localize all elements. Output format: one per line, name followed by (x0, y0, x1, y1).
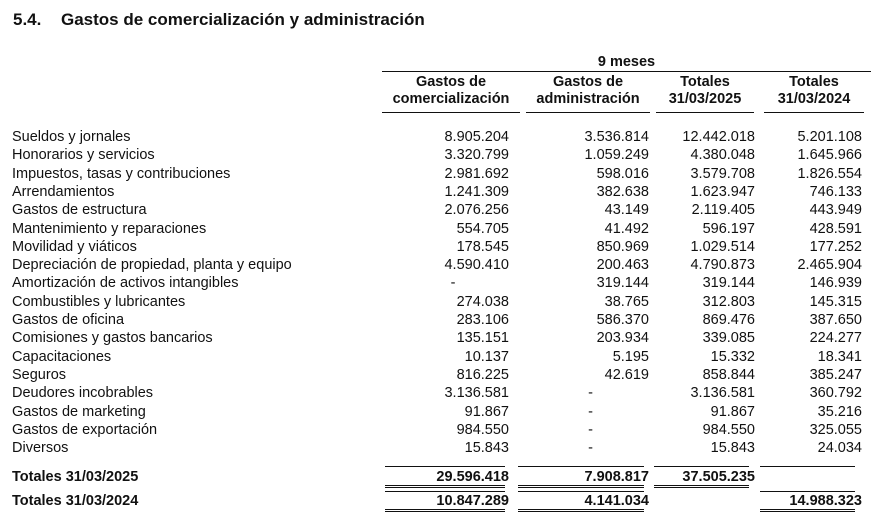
cell-value: 200.463 (596, 257, 649, 274)
cell-value: 5.195 (612, 348, 649, 365)
cell-value: 5.201.108 (797, 129, 862, 145)
cell-value: 312.803 (702, 293, 755, 310)
row-label: Depreciación de propiedad, planta y equipo (12, 257, 292, 274)
cell-value: 1.623.947 (690, 183, 755, 200)
row-label: Diversos (12, 440, 69, 457)
cell-value: 274.038 (456, 293, 509, 310)
row-label: Gastos de exportación (12, 421, 158, 438)
cell-value: 177.252 (809, 238, 862, 255)
cell-value: - (588, 421, 593, 438)
cell-value: 319.144 (596, 275, 649, 292)
subtotal-rule (385, 466, 505, 467)
cell-value: 43.149 (604, 202, 649, 219)
cell-value: 4.141.034 (584, 492, 649, 509)
cell-value: 135.151 (456, 330, 509, 347)
total-rule (385, 485, 505, 486)
row-label: Arrendamientos (12, 183, 115, 200)
cell-value: 1.826.554 (797, 165, 862, 182)
row-label: Comisiones y gastos bancarios (12, 330, 213, 347)
cell-value: 29.596.418 (436, 468, 509, 485)
total-rule (518, 487, 644, 488)
cell-value: 850.969 (596, 238, 649, 255)
cell-value: 12.442.018 (682, 129, 755, 145)
total-rule (385, 491, 505, 492)
total-rule (518, 491, 644, 492)
cell-value: 984.550 (456, 421, 509, 438)
row-label: Gastos de oficina (12, 312, 125, 328)
cell-value: 37.505.235 (682, 468, 755, 485)
cell-value: 984.550 (702, 421, 755, 438)
column-header-comercializacion (382, 74, 520, 108)
column-header-rule (656, 112, 754, 113)
column-header-rule (526, 112, 650, 113)
cell-value: 18.341 (817, 348, 862, 365)
column-header-line2: administración (536, 91, 640, 107)
cell-value: - (588, 403, 593, 420)
cell-value: 746.133 (809, 183, 862, 200)
cell-value: 7.908.817 (584, 468, 649, 485)
section-heading: Gastos de comercialización y administración (61, 10, 425, 29)
section-number: 5.4. (13, 10, 42, 29)
row-label: Sueldos y jornales (12, 129, 131, 145)
cell-value: 443.949 (809, 202, 862, 219)
total-rule (654, 485, 749, 486)
row-label: Combustibles y lubricantes (12, 293, 186, 310)
total-rule (518, 485, 644, 486)
total-rule (518, 509, 644, 510)
row-label: Gastos de estructura (12, 202, 147, 219)
cell-value: 224.277 (809, 330, 862, 347)
column-header-line2: 31/03/2024 (777, 91, 851, 107)
cell-value: 3.536.814 (584, 129, 649, 145)
cell-value: 38.765 (604, 293, 649, 310)
cell-value: 339.085 (702, 330, 755, 347)
cell-value: 15.843 (710, 440, 755, 457)
cell-value: 382.638 (596, 183, 649, 200)
cell-value: 387.650 (809, 312, 862, 328)
total-rule (654, 487, 749, 488)
column-header-totales-2024 (764, 74, 864, 108)
total-rule (385, 487, 505, 488)
cell-value: 4.790.873 (690, 257, 755, 274)
cell-value: 816.225 (456, 366, 509, 383)
cell-value: 146.939 (809, 275, 862, 292)
cell-value: 3.320.799 (444, 147, 509, 164)
cell-value: 2.465.904 (797, 257, 862, 274)
row-label: Honorarios y servicios (12, 147, 155, 164)
cell-value: 1.645.966 (797, 147, 862, 164)
subtotal-rule (518, 466, 644, 467)
cell-value: 2.981.692 (444, 165, 509, 182)
column-header-administracion (526, 74, 650, 108)
cell-value: 428.591 (809, 220, 862, 237)
cell-value: 283.106 (456, 312, 509, 328)
cell-value: - (588, 385, 593, 402)
row-label: Gastos de marketing (12, 403, 146, 420)
row-label: Impuestos, tasas y contribuciones (12, 165, 231, 182)
cell-value: 598.016 (596, 165, 649, 182)
cell-value: 1.059.249 (584, 147, 649, 164)
column-header-line1: Gastos de (552, 74, 624, 90)
column-header-line2: 31/03/2025 (668, 91, 742, 107)
row-label: Totales 31/03/2025 (12, 468, 139, 485)
cell-value: 145.315 (809, 293, 862, 310)
column-header-line1: Totales (680, 74, 730, 90)
row-label: Seguros (12, 366, 67, 383)
column-header-line1: Gastos de (415, 74, 487, 90)
column-header-rule (382, 112, 520, 113)
row-label: Deudores incobrables (12, 385, 154, 402)
cell-value: 2.076.256 (444, 202, 509, 219)
cell-value: 8.905.204 (444, 129, 509, 145)
period-header-rule (382, 71, 871, 72)
cell-value: 91.867 (464, 403, 509, 420)
cell-value: 4.590.410 (444, 257, 509, 274)
cell-value: 178.545 (456, 238, 509, 255)
cell-value: 586.370 (596, 312, 649, 328)
row-label: Totales 31/03/2024 (12, 492, 139, 509)
cell-value: 3.136.581 (690, 385, 755, 402)
cell-value: - (450, 275, 456, 292)
subtotal-rule (760, 466, 855, 467)
cell-value: 42.619 (604, 366, 649, 383)
cell-value: 15.332 (710, 348, 755, 365)
cell-value: 24.034 (817, 440, 862, 457)
cell-value: 1.241.309 (444, 183, 509, 200)
total-rule (760, 491, 855, 492)
subtotal-rule (654, 466, 749, 467)
cell-value: 203.934 (596, 330, 649, 347)
section-title (13, 10, 425, 30)
cell-value: 385.247 (809, 366, 862, 383)
cell-value: 4.380.048 (690, 147, 755, 164)
period-header: 9 meses (597, 54, 656, 70)
cell-value: 41.492 (604, 220, 649, 237)
row-label: Capacitaciones (12, 348, 112, 365)
cell-value: 325.055 (809, 421, 862, 438)
cell-value: 3.579.708 (690, 165, 755, 182)
cell-value: 15.843 (464, 440, 509, 457)
cell-value: 869.476 (702, 312, 755, 328)
column-header-line2: comercialización (392, 91, 510, 107)
total-rule (385, 509, 505, 510)
cell-value: 1.029.514 (690, 238, 755, 255)
cell-value: 2.119.405 (691, 202, 755, 219)
cell-value: 319.144 (702, 275, 755, 292)
cell-value: 14.988.323 (789, 492, 862, 509)
cell-value: 10.137 (464, 348, 509, 365)
cell-value: 35.216 (817, 403, 862, 420)
cell-value: 91.867 (710, 403, 755, 420)
total-rule (760, 509, 855, 510)
total-rule (518, 511, 644, 512)
row-label: Movilidad y viáticos (12, 238, 137, 255)
cell-value: 360.792 (809, 385, 862, 402)
column-header-rule (764, 112, 864, 113)
column-header-totales-2025 (656, 74, 754, 108)
total-rule (385, 511, 505, 512)
cell-value: 10.847.289 (436, 492, 509, 509)
total-rule (760, 511, 855, 512)
cell-value: 554.705 (456, 220, 509, 237)
cell-value: 596.197 (702, 220, 755, 237)
cell-value: - (588, 440, 593, 457)
column-header-line1: Totales (789, 74, 839, 90)
row-label: Amortización de activos intangibles (12, 275, 239, 292)
row-label: Mantenimiento y reparaciones (12, 220, 207, 237)
cell-value: 3.136.581 (444, 385, 509, 402)
cell-value: 858.844 (702, 366, 755, 383)
